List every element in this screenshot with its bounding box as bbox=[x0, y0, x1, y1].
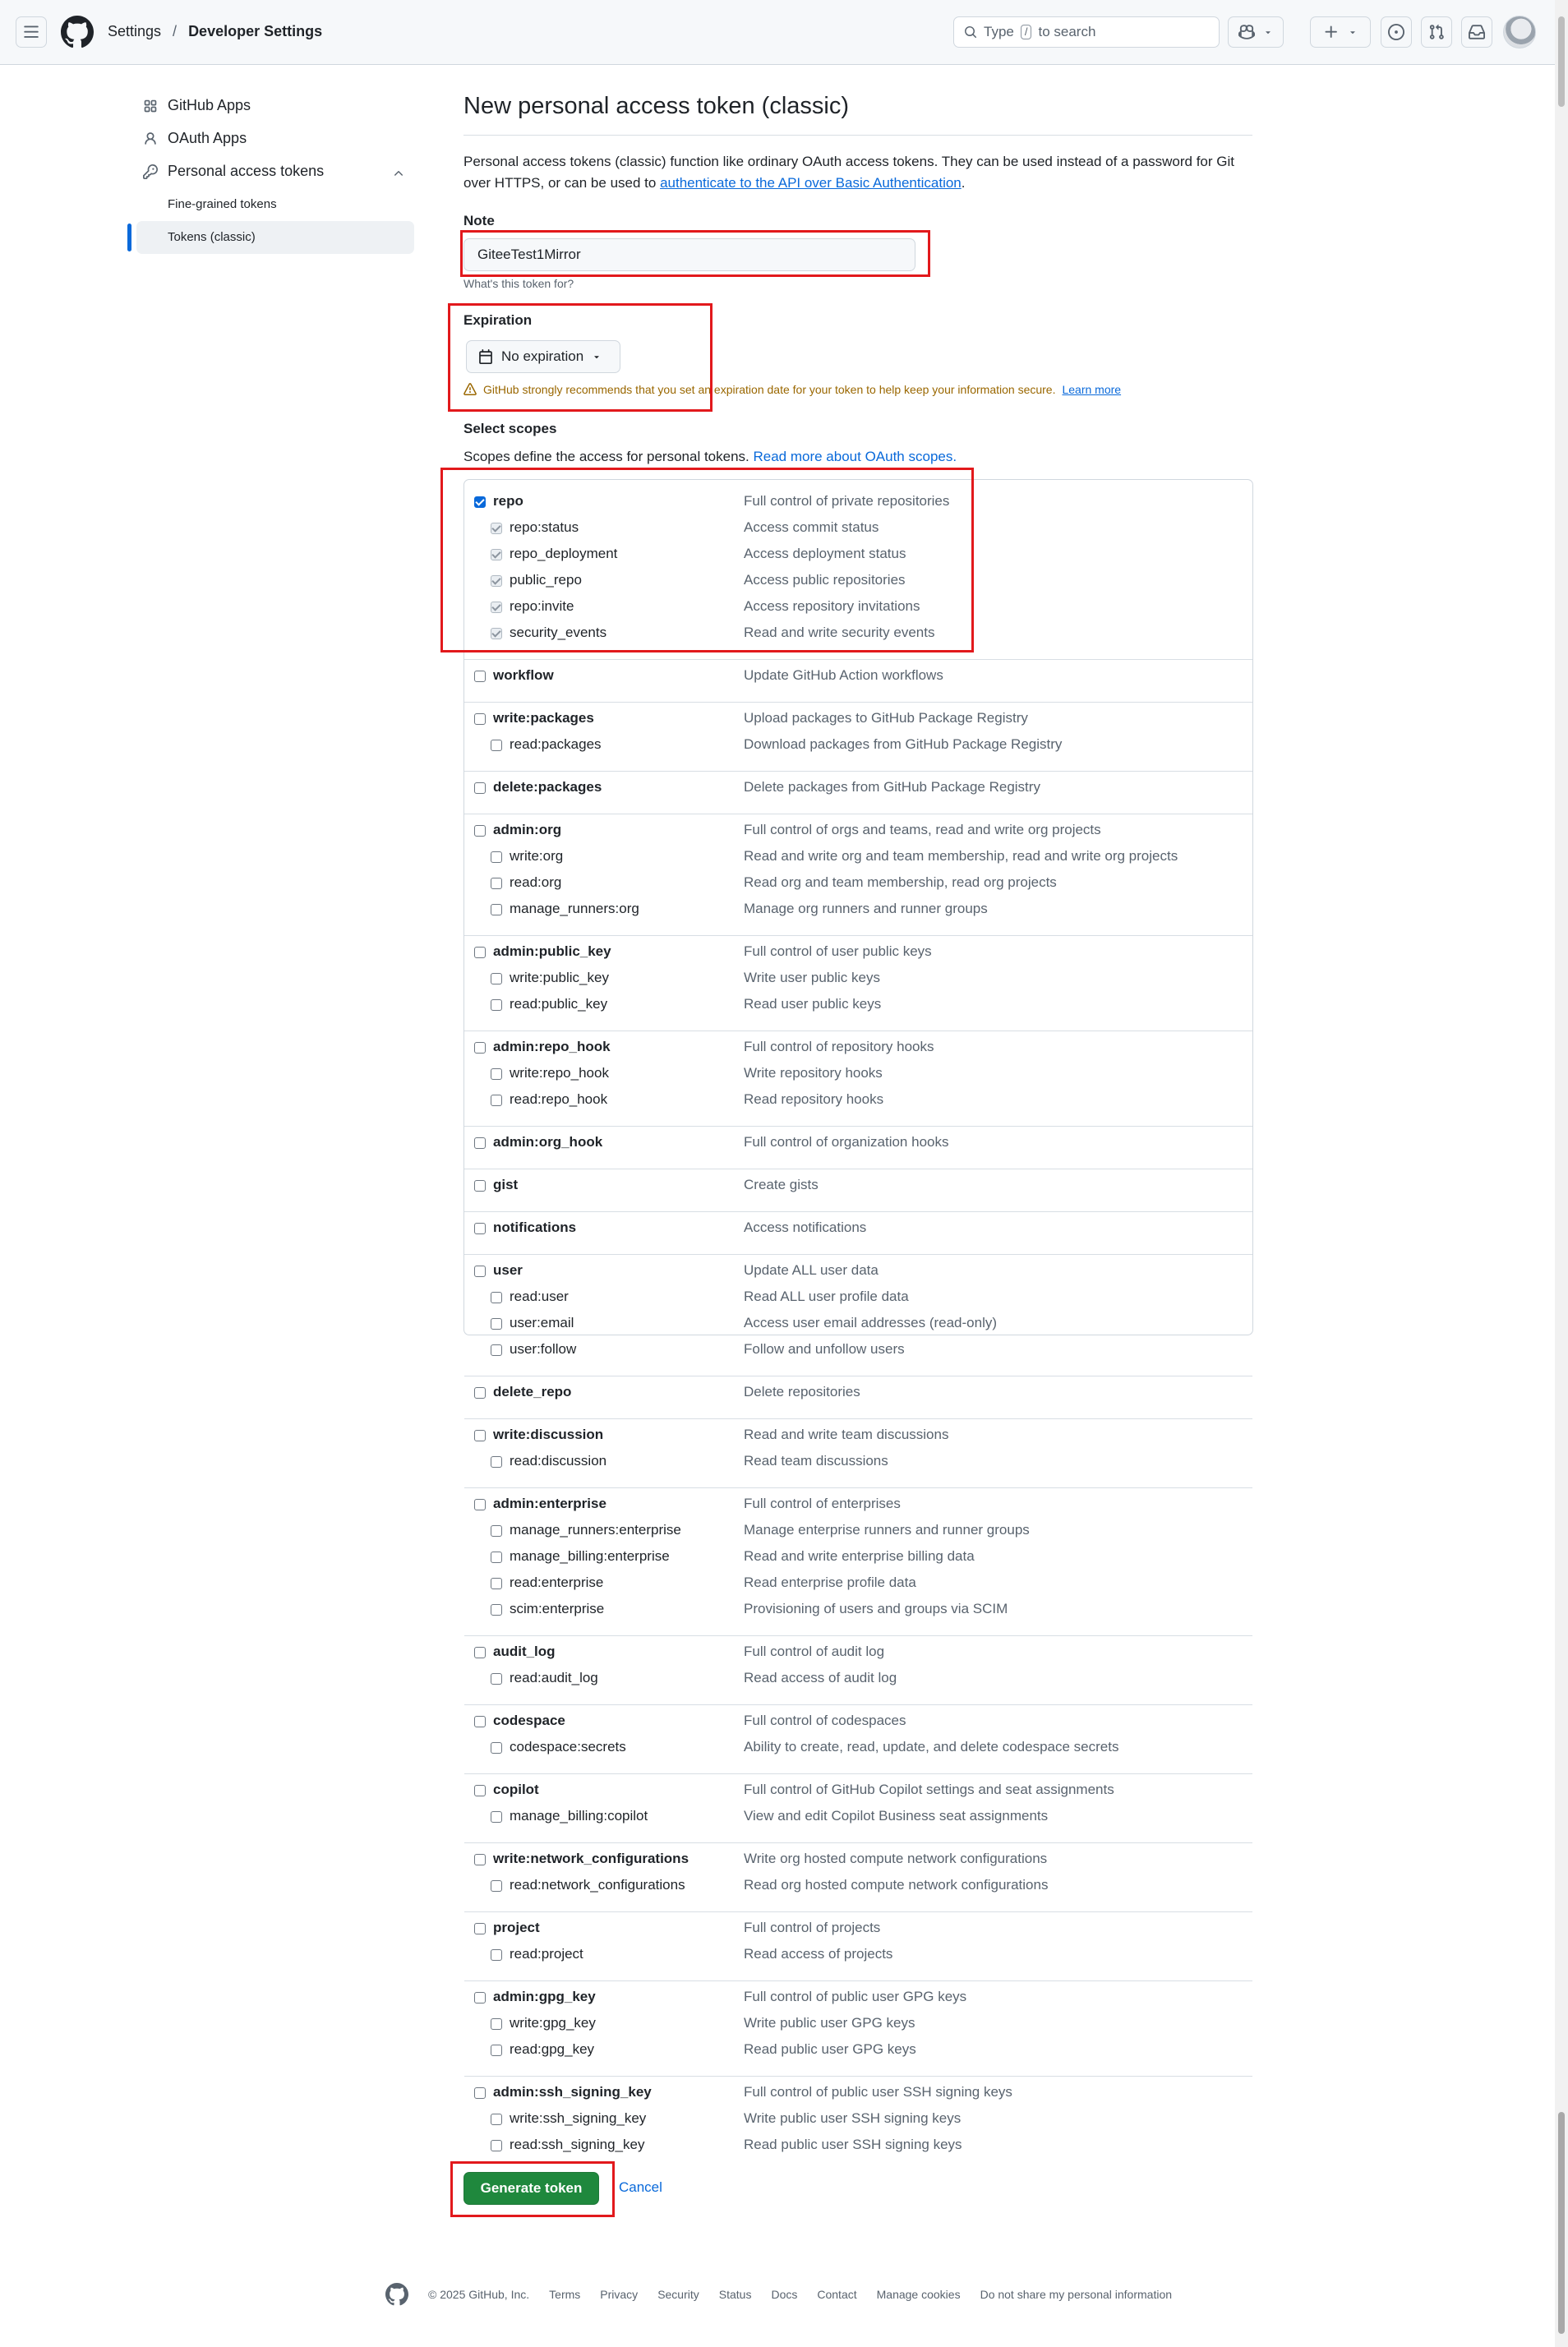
scope-checkbox-admin-gpg-key[interactable] bbox=[474, 1992, 486, 2003]
basic-auth-link[interactable]: authenticate to the API over Basic Authentication bbox=[660, 175, 962, 191]
scope-description: Full control of repository hooks bbox=[744, 1039, 934, 1054]
chevron-down-icon bbox=[592, 352, 602, 362]
subscope-checkbox-write-org[interactable] bbox=[491, 851, 502, 863]
subscope-checkbox-security-events[interactable] bbox=[491, 628, 502, 639]
scope-checkbox-delete-packages[interactable] bbox=[474, 782, 486, 794]
sidebar-item-tokens-classic[interactable]: Tokens (classic) bbox=[168, 230, 256, 244]
scope-description: Access notifications bbox=[744, 1220, 867, 1235]
scope-name[interactable]: notifications bbox=[493, 1220, 577, 1235]
avatar[interactable] bbox=[1503, 16, 1536, 48]
footer-link-security[interactable]: Security bbox=[657, 2288, 699, 2301]
scope-group-divider bbox=[464, 1635, 1252, 1636]
scope-description: Access user email addresses (read-only) bbox=[744, 1315, 998, 1330]
scope-checkbox-user[interactable] bbox=[474, 1266, 486, 1277]
hamburger-icon bbox=[23, 24, 39, 40]
subscope-name[interactable]: user:email bbox=[510, 1315, 574, 1330]
sidebar-item-oauth-apps[interactable] bbox=[143, 130, 247, 147]
subscope-checkbox-read-repo-hook[interactable] bbox=[491, 1095, 502, 1106]
global-header bbox=[0, 0, 1555, 65]
scrollbar-thumb[interactable] bbox=[1558, 2112, 1565, 2334]
subscope-checkbox-manage-billing-enterprise[interactable] bbox=[491, 1552, 502, 1563]
scope-group-divider bbox=[464, 1773, 1252, 1774]
scope-description: Full control of private repositories bbox=[744, 493, 950, 509]
subscope-name[interactable]: read:discussion bbox=[510, 1453, 607, 1469]
inbox-button[interactable] bbox=[1461, 16, 1492, 48]
scope-checkbox-admin-public-key[interactable] bbox=[474, 947, 486, 958]
scope-name[interactable]: delete_repo bbox=[493, 1384, 572, 1399]
scope-description: Delete packages from GitHub Package Registry bbox=[744, 779, 1040, 795]
scope-group-divider bbox=[464, 1126, 1252, 1127]
scope-group-divider bbox=[464, 1418, 1252, 1419]
scope-name[interactable]: gist bbox=[493, 1177, 519, 1192]
note-label: Note bbox=[463, 213, 495, 228]
scope-description: Full control of codespaces bbox=[744, 1713, 906, 1728]
footer-link-privacy[interactable]: Privacy bbox=[600, 2288, 639, 2301]
scope-group-divider bbox=[464, 702, 1252, 703]
subscope-name[interactable]: write:public_key bbox=[510, 970, 609, 985]
subscope-checkbox-read-discussion[interactable] bbox=[491, 1456, 502, 1468]
scope-description: Access commit status bbox=[744, 519, 879, 535]
sidebar-item-label: Personal access tokens bbox=[168, 163, 325, 179]
scope-description: Full control of user public keys bbox=[744, 943, 932, 959]
chevron-up-icon[interactable] bbox=[392, 167, 405, 180]
subscope-checkbox-user-follow[interactable] bbox=[491, 1344, 502, 1356]
scope-description: Full control of public user SSH signing keys bbox=[744, 2084, 1012, 2100]
scope-name[interactable]: audit_log bbox=[493, 1644, 556, 1659]
footer-link-docs[interactable]: Docs bbox=[771, 2288, 798, 2301]
subscope-name[interactable]: manage_runners:enterprise bbox=[510, 1522, 681, 1538]
scope-description: Read user public keys bbox=[744, 996, 882, 1012]
breadcrumb-developer-settings[interactable]: Developer Settings bbox=[188, 23, 323, 39]
scopes-description-text: Scopes define the access for personal tokens. bbox=[463, 449, 754, 464]
scope-name[interactable]: admin:enterprise bbox=[493, 1496, 606, 1511]
scope-group-divider bbox=[464, 1704, 1252, 1705]
scope-description: Manage org runners and runner groups bbox=[744, 901, 988, 916]
scope-group-divider bbox=[464, 659, 1252, 660]
subscope-name[interactable]: read:repo_hook bbox=[510, 1091, 608, 1107]
subscope-checkbox-read-packages[interactable] bbox=[491, 740, 502, 751]
subscope-checkbox-user-email[interactable] bbox=[491, 1318, 502, 1330]
scope-name[interactable]: admin:ssh_signing_key bbox=[493, 2084, 652, 2100]
breadcrumb bbox=[108, 23, 322, 40]
scope-description: Write org hosted compute network configurations bbox=[744, 1851, 1048, 1866]
subscope-name[interactable]: write:gpg_key bbox=[510, 2015, 596, 2031]
footer-link-status[interactable]: Status bbox=[718, 2288, 752, 2301]
subscope-checkbox-repo-status[interactable] bbox=[491, 523, 502, 534]
scope-description: Download packages from GitHub Package Registry bbox=[744, 736, 1063, 752]
scopes-label: Select scopes bbox=[463, 421, 557, 436]
scope-checkbox-audit-log[interactable] bbox=[474, 1647, 486, 1658]
scrollbar-marker-top bbox=[1558, 16, 1565, 107]
scope-name[interactable]: admin:public_key bbox=[493, 943, 611, 959]
intro-text-body: Personal access tokens (classic) function like ordinary OAuth access tokens. They can be used instead of a password for Git over HTTPS, or can be used to bbox=[463, 154, 1234, 191]
search-shortcut-key: / bbox=[1021, 25, 1032, 39]
subscope-checkbox-codespace-secrets[interactable] bbox=[491, 1742, 502, 1754]
subscope-checkbox-write-public-key[interactable] bbox=[491, 973, 502, 984]
copilot-button[interactable] bbox=[1228, 16, 1284, 48]
scope-description: Read access of projects bbox=[744, 1946, 893, 1962]
scope-checkbox-repo[interactable] bbox=[474, 496, 486, 508]
scope-name[interactable]: copilot bbox=[493, 1782, 539, 1797]
breadcrumb-settings[interactable]: Settings bbox=[108, 23, 162, 39]
scope-checkbox-gist[interactable] bbox=[474, 1180, 486, 1192]
scope-name[interactable]: delete:packages bbox=[493, 779, 602, 795]
subscope-name[interactable]: read:enterprise bbox=[510, 1575, 604, 1590]
apps-icon bbox=[143, 99, 158, 113]
scope-description: Read team discussions bbox=[744, 1453, 888, 1469]
subscope-checkbox-scim-enterprise[interactable] bbox=[491, 1604, 502, 1616]
scrollbar-track[interactable] bbox=[1555, 0, 1568, 2347]
footer-copyright: © 2025 GitHub, Inc. bbox=[428, 2288, 530, 2301]
subscope-name[interactable]: read:gpg_key bbox=[510, 2041, 595, 2057]
subscope-checkbox-repo-invite[interactable] bbox=[491, 602, 502, 613]
subscope-name[interactable]: repo:status bbox=[510, 519, 579, 535]
sidebar-active-indicator bbox=[127, 224, 131, 251]
oauth-scopes-link[interactable]: Read more about OAuth scopes. bbox=[753, 449, 957, 464]
scope-group-divider bbox=[464, 1211, 1252, 1212]
scope-group-divider bbox=[464, 2076, 1252, 2077]
inbox-icon bbox=[1469, 24, 1485, 40]
warning-text: GitHub strongly recommends that you set an expiration date for your token to help keep your information secure. bbox=[483, 383, 1056, 396]
search-placeholder-prefix: Type bbox=[984, 24, 1014, 39]
subscope-checkbox-public-repo[interactable] bbox=[491, 575, 502, 587]
key-icon bbox=[143, 164, 158, 179]
scope-description: Full control of GitHub Copilot settings and seat assignments bbox=[744, 1782, 1114, 1797]
scope-description: Read and write org and team membership, read and write org projects bbox=[744, 848, 1178, 864]
learn-more-link[interactable]: Learn more bbox=[1062, 383, 1122, 396]
scope-group-divider bbox=[464, 771, 1252, 772]
sidebar-item-label: OAuth Apps bbox=[168, 130, 247, 146]
scope-group-divider bbox=[464, 935, 1252, 936]
create-new-button[interactable] bbox=[1310, 16, 1371, 48]
intro-text bbox=[463, 151, 1252, 194]
scope-description: Read public user GPG keys bbox=[744, 2041, 916, 2057]
note-hint: What's this token for? bbox=[463, 277, 574, 290]
calendar-icon bbox=[478, 349, 493, 364]
scope-description: Read repository hooks bbox=[744, 1091, 884, 1107]
footer-link-manage-cookies[interactable]: Manage cookies bbox=[876, 2288, 961, 2301]
scope-description: Read org hosted compute network configurations bbox=[744, 1877, 1049, 1893]
scope-description: Ability to create, read, update, and delete codespace secrets bbox=[744, 1739, 1119, 1754]
scope-description: Full control of organization hooks bbox=[744, 1134, 949, 1150]
subscope-name[interactable]: read:org bbox=[510, 874, 562, 890]
subscope-checkbox-read-network-configurations[interactable] bbox=[491, 1880, 502, 1892]
subscope-name[interactable]: read:ssh_signing_key bbox=[510, 2137, 645, 2152]
scope-description: Read and write team discussions bbox=[744, 1427, 949, 1442]
search-placeholder-suffix: to search bbox=[1038, 24, 1096, 39]
scope-name[interactable]: project bbox=[493, 1920, 540, 1935]
alert-icon bbox=[463, 383, 477, 396]
subscope-name[interactable]: write:ssh_signing_key bbox=[510, 2110, 647, 2126]
scope-checkbox-delete-repo[interactable] bbox=[474, 1387, 486, 1399]
breadcrumb-separator: / bbox=[173, 23, 178, 39]
title-divider bbox=[463, 135, 1252, 136]
subscope-checkbox-manage-billing-copilot[interactable] bbox=[491, 1811, 502, 1823]
subscope-name[interactable]: read:network_configurations bbox=[510, 1877, 685, 1893]
scope-description: Full control of orgs and teams, read and write org projects bbox=[744, 822, 1101, 837]
scope-description: Provisioning of users and groups via SCIM bbox=[744, 1601, 1008, 1616]
pull-requests-button[interactable] bbox=[1421, 16, 1452, 48]
note-input[interactable]: GiteeTest1Mirror bbox=[463, 238, 915, 271]
footer bbox=[385, 2283, 1172, 2306]
scope-checkbox-admin-org-hook[interactable] bbox=[474, 1137, 486, 1149]
scope-description: Read public user SSH signing keys bbox=[744, 2137, 962, 2152]
scope-description: Access public repositories bbox=[744, 572, 906, 588]
scope-description: Read and write security events bbox=[744, 625, 935, 640]
scope-name[interactable]: codespace bbox=[493, 1713, 565, 1728]
subscope-name[interactable]: security_events bbox=[510, 625, 607, 640]
expiration-dropdown[interactable] bbox=[466, 340, 620, 373]
scope-description: Write user public keys bbox=[744, 970, 880, 985]
github-logo-icon[interactable] bbox=[61, 16, 94, 48]
scope-description: Full control of audit log bbox=[744, 1644, 885, 1659]
scope-description: Read org and team membership, read org projects bbox=[744, 874, 1057, 890]
plus-icon bbox=[1323, 24, 1340, 40]
scope-name[interactable]: write:network_configurations bbox=[493, 1851, 689, 1866]
subscope-checkbox-write-gpg-key[interactable] bbox=[491, 2018, 502, 2030]
subscope-checkbox-write-ssh-signing-key[interactable] bbox=[491, 2114, 502, 2125]
cancel-link[interactable]: Cancel bbox=[619, 2179, 662, 2195]
expiration-value: No expiration bbox=[501, 348, 584, 364]
subscope-name[interactable]: user:follow bbox=[510, 1341, 577, 1357]
search-icon bbox=[964, 25, 977, 39]
sidebar-item-fine-grained-tokens[interactable]: Fine-grained tokens bbox=[168, 197, 277, 211]
scope-checkbox-write-discussion[interactable] bbox=[474, 1430, 486, 1441]
subscope-name[interactable]: public_repo bbox=[510, 572, 582, 588]
scope-checkbox-admin-enterprise[interactable] bbox=[474, 1499, 486, 1510]
subscope-name[interactable]: read:audit_log bbox=[510, 1670, 598, 1685]
scope-description: Delete repositories bbox=[744, 1384, 860, 1399]
scope-description: Write repository hooks bbox=[744, 1065, 883, 1081]
scope-description: Update ALL user data bbox=[744, 1262, 879, 1278]
footer-link-do-not-share[interactable]: Do not share my personal information bbox=[980, 2288, 1173, 2301]
subscope-name[interactable]: read:project bbox=[510, 1946, 583, 1962]
copilot-icon bbox=[1238, 24, 1255, 40]
subscope-name[interactable]: codespace:secrets bbox=[510, 1739, 626, 1754]
generate-token-button[interactable]: Generate token bbox=[463, 2172, 599, 2205]
subscope-name[interactable]: scim:enterprise bbox=[510, 1601, 605, 1616]
scope-group-divider bbox=[464, 1254, 1252, 1255]
page-title: New personal access token (classic) bbox=[463, 93, 850, 119]
scope-name[interactable]: workflow bbox=[493, 667, 554, 683]
scope-description: Manage enterprise runners and runner groups bbox=[744, 1522, 1030, 1538]
scope-description: Read access of audit log bbox=[744, 1670, 897, 1685]
subscope-checkbox-read-audit-log[interactable] bbox=[491, 1673, 502, 1685]
github-mark-icon[interactable] bbox=[385, 2283, 408, 2306]
subscope-checkbox-manage-runners-org[interactable] bbox=[491, 904, 502, 915]
subscope-name[interactable]: write:repo_hook bbox=[510, 1065, 609, 1081]
scope-description: Read and write enterprise billing data bbox=[744, 1548, 975, 1564]
scope-checkbox-copilot[interactable] bbox=[474, 1785, 486, 1796]
chevron-down-icon bbox=[1263, 27, 1273, 37]
sidebar-item-github-apps[interactable] bbox=[143, 97, 251, 114]
sidebar-item-label: GitHub Apps bbox=[168, 97, 251, 113]
scope-checkbox-codespace[interactable] bbox=[474, 1716, 486, 1727]
scope-checkbox-admin-org[interactable] bbox=[474, 825, 486, 837]
scope-group-divider bbox=[464, 1487, 1252, 1488]
scope-description: Full control of enterprises bbox=[744, 1496, 901, 1511]
scope-description: Create gists bbox=[744, 1177, 819, 1192]
scope-checkbox-write-network-configurations[interactable] bbox=[474, 1854, 486, 1865]
scope-description: View and edit Copilot Business seat assignments bbox=[744, 1808, 1049, 1824]
expiration-warning bbox=[463, 383, 1121, 396]
search-input[interactable] bbox=[953, 16, 1220, 48]
subscope-checkbox-read-public-key[interactable] bbox=[491, 999, 502, 1011]
subscope-name[interactable]: read:public_key bbox=[510, 996, 608, 1012]
subscope-name[interactable]: repo:invite bbox=[510, 598, 574, 614]
scope-name[interactable]: repo bbox=[493, 493, 523, 509]
scope-name[interactable]: admin:org bbox=[493, 822, 562, 837]
sidebar-item-personal-access-tokens[interactable] bbox=[143, 163, 406, 180]
scope-description: Write public user GPG keys bbox=[744, 2015, 915, 2031]
subscope-checkbox-read-org[interactable] bbox=[491, 878, 502, 889]
issues-button[interactable] bbox=[1381, 16, 1412, 48]
scope-description: Full control of public user GPG keys bbox=[744, 1989, 967, 2004]
scope-group-divider bbox=[464, 1842, 1252, 1843]
scope-group-divider bbox=[464, 1911, 1252, 1912]
scope-checkbox-workflow[interactable] bbox=[474, 671, 486, 682]
scope-checkbox-write-packages[interactable] bbox=[474, 713, 486, 725]
subscope-name[interactable]: read:user bbox=[510, 1289, 569, 1304]
subscope-name[interactable]: manage_runners:org bbox=[510, 901, 639, 916]
subscope-checkbox-manage-runners-enterprise[interactable] bbox=[491, 1525, 502, 1537]
scope-name[interactable]: write:packages bbox=[493, 710, 594, 726]
footer-link-contact[interactable]: Contact bbox=[817, 2288, 857, 2301]
subscope-name[interactable]: manage_billing:enterprise bbox=[510, 1548, 670, 1564]
subscope-name[interactable]: read:packages bbox=[510, 736, 602, 752]
git-pull-request-icon bbox=[1428, 24, 1445, 40]
scope-checkbox-admin-repo-hook[interactable] bbox=[474, 1042, 486, 1054]
scope-group-divider bbox=[464, 1980, 1252, 1981]
subscope-checkbox-read-gpg-key[interactable] bbox=[491, 2045, 502, 2056]
scope-description: Access repository invitations bbox=[744, 598, 920, 614]
scope-checkbox-notifications[interactable] bbox=[474, 1223, 486, 1234]
subscope-checkbox-read-ssh-signing-key[interactable] bbox=[491, 2140, 502, 2151]
subscope-checkbox-read-user[interactable] bbox=[491, 1292, 502, 1303]
issue-opened-icon bbox=[1388, 24, 1404, 40]
scopes-description bbox=[463, 449, 957, 465]
scope-description: Follow and unfollow users bbox=[744, 1341, 905, 1357]
chevron-down-icon bbox=[1348, 27, 1358, 37]
scope-name[interactable]: user bbox=[493, 1262, 523, 1278]
scope-checkbox-project[interactable] bbox=[474, 1923, 486, 1934]
subscope-name[interactable]: repo_deployment bbox=[510, 546, 618, 561]
scope-description: Read ALL user profile data bbox=[744, 1289, 909, 1304]
expiration-label: Expiration bbox=[463, 312, 533, 328]
subscope-name[interactable]: manage_billing:copilot bbox=[510, 1808, 648, 1824]
scope-name[interactable]: admin:repo_hook bbox=[493, 1039, 611, 1054]
scope-name[interactable]: admin:org_hook bbox=[493, 1134, 603, 1150]
scope-description: Update GitHub Action workflows bbox=[744, 667, 943, 683]
scope-name[interactable]: admin:gpg_key bbox=[493, 1989, 596, 2004]
scope-description: Upload packages to GitHub Package Registry bbox=[744, 710, 1028, 726]
footer-link-terms[interactable]: Terms bbox=[549, 2288, 581, 2301]
scope-description: Full control of projects bbox=[744, 1920, 881, 1935]
scope-description: Read enterprise profile data bbox=[744, 1575, 916, 1590]
subscope-name[interactable]: write:org bbox=[510, 848, 564, 864]
subscope-checkbox-write-repo-hook[interactable] bbox=[491, 1068, 502, 1080]
menu-button[interactable] bbox=[16, 16, 47, 48]
person-icon bbox=[143, 131, 158, 146]
scope-name[interactable]: write:discussion bbox=[493, 1427, 604, 1442]
intro-text-end: . bbox=[961, 175, 966, 191]
subscope-checkbox-read-project[interactable] bbox=[491, 1949, 502, 1961]
subscope-checkbox-read-enterprise[interactable] bbox=[491, 1578, 502, 1589]
scope-description: Access deployment status bbox=[744, 546, 906, 561]
scope-checkbox-admin-ssh-signing-key[interactable] bbox=[474, 2087, 486, 2099]
subscope-checkbox-repo-deployment[interactable] bbox=[491, 549, 502, 560]
scope-description: Write public user SSH signing keys bbox=[744, 2110, 962, 2126]
